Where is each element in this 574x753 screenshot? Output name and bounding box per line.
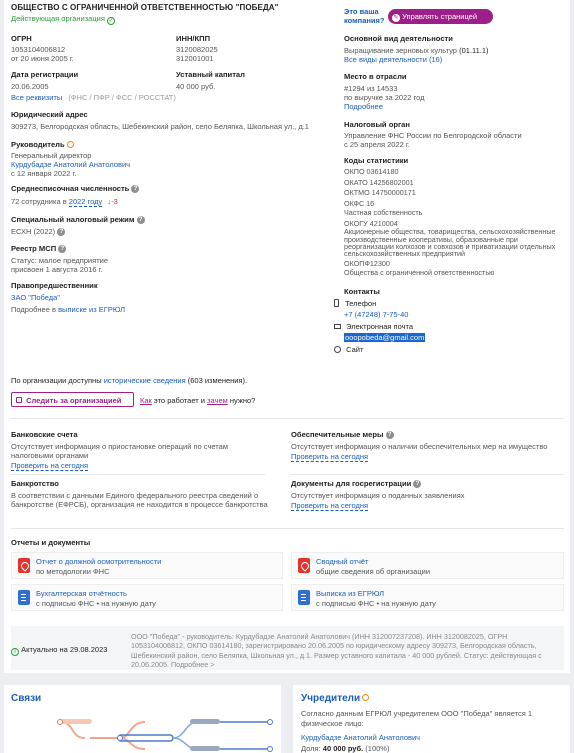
- staff-year-link[interactable]: 2022 году: [68, 197, 103, 206]
- report-sub: с подписью ФНС • на нужную дату: [36, 599, 156, 608]
- rank-note: по выручке за 2022 год: [344, 93, 425, 102]
- codes-label: Коды статистики: [344, 156, 409, 165]
- report-egrul[interactable]: [291, 584, 564, 611]
- predecessor-link[interactable]: ЗАО "Победа": [11, 293, 60, 302]
- tax-org-value: Управление ФНС России по Белгородской области: [344, 131, 522, 140]
- code-item: Общества с ограниченной ответственностью: [344, 267, 495, 277]
- all-activities-link[interactable]: Все виды деятельности (16): [344, 55, 443, 64]
- status-badge: Действующая организация ✓: [11, 14, 114, 24]
- follow-help: Как это работает и зачем нужно?: [140, 396, 256, 405]
- code-item: ОКОПФ12300: [344, 258, 390, 268]
- requisites-row: [11, 93, 176, 102]
- code-item: ОКТМО 14750000171: [344, 188, 416, 198]
- ogrn-date: от 20 июня 2005 г.: [11, 54, 74, 63]
- contacts-label: Контакты: [344, 287, 380, 296]
- head-label: Руководитель: [11, 140, 74, 149]
- reg-docs-title: Документы для госрегистрации ?: [291, 479, 421, 488]
- links-title: Связи: [11, 693, 42, 704]
- codes-list: [344, 168, 559, 277]
- follow-button[interactable]: Следить за организацией: [11, 392, 134, 407]
- report-title[interactable]: Сводный отчёт: [316, 557, 369, 566]
- footer-summary: ООО "Победа" - руководитель: Курдубадзе Анатолий Анатолович (ИНН 312007237208). ИНН 3120082025, ОГРН 1053104006812, ОКПО 03614180, зарегистрировано 20.06.2005 по юридическому адресу 309273, Белгородская область, Шебекинский район, село Беляпка, Школьная ул., д.1. Размер уставного капитала - 40 000 рублей. Статус: действующая с 20.06.2005. Подробнее >: [131, 632, 542, 669]
- rank-value: #1294 из 14533: [344, 84, 398, 93]
- email-row: Электронная почта: [334, 322, 413, 331]
- head-name-link[interactable]: Курдубадзе Анатолий Анатолович: [11, 160, 131, 169]
- links-graph: [30, 712, 275, 753]
- phone-row: Телефон: [334, 299, 376, 308]
- report-due-diligence[interactable]: [11, 552, 283, 579]
- staff-row: 72 сотрудника в 2022 году ↓-3: [11, 197, 118, 206]
- manage-page-button[interactable]: ✎ Управлять страницей: [388, 9, 493, 24]
- report-accounting[interactable]: [11, 584, 283, 611]
- msp-status: Статус: малое предприятие: [11, 256, 108, 265]
- document-icon: [298, 590, 310, 605]
- staff-label: Среднесписочная численность ?: [11, 184, 139, 193]
- report-sub: по методологии ФНС: [36, 567, 110, 576]
- report-sub: с подписью ФНС • на нужную дату: [316, 599, 436, 608]
- phone-icon: [334, 299, 339, 307]
- globe-icon: [334, 346, 341, 353]
- capital-value: 40 000 руб.: [176, 82, 216, 91]
- how-link[interactable]: Как: [140, 396, 152, 405]
- security-measures-title: Обеспечительные меры ?: [291, 430, 394, 439]
- report-summary[interactable]: [291, 552, 564, 579]
- phone-link[interactable]: +7 (47248) 7-75-40: [344, 310, 409, 319]
- activity-value: Выращивание зерновых культур (01.11.1): [344, 46, 489, 55]
- code-item: ОКОГУ 4210004: [344, 218, 398, 228]
- security-check-link[interactable]: Проверить на сегодня: [291, 452, 369, 461]
- head-position: Генеральный директор: [11, 151, 92, 160]
- bank-accounts-title: Банковские счета: [11, 430, 78, 439]
- pdf-icon: [18, 558, 30, 573]
- pdf-icon: [298, 558, 310, 573]
- lock-icon: [16, 397, 22, 403]
- help-icon[interactable]: ?: [58, 245, 66, 253]
- bank-accounts-text: Отсутствует информация о приостановке операций по счетам налоговыми органами: [11, 442, 228, 460]
- warning-icon: [362, 694, 369, 701]
- bankruptcy-title: Банкротство: [11, 479, 59, 488]
- actual-row: i Актуально на 29.08.2023: [11, 645, 107, 656]
- staff-delta: ↓-3: [107, 197, 118, 206]
- msp-label: Реестр МСП ?: [11, 244, 66, 253]
- head-since: с 12 января 2022 г.: [11, 169, 77, 178]
- rank-label: Место в отрасли: [344, 72, 407, 81]
- bankruptcy-text: В соответствии с данными Единого федерального реестра сведений о банкротстве (ЕФРСБ), организация не находится в процессе банкротства: [11, 491, 268, 509]
- help-icon[interactable]: ?: [413, 480, 421, 488]
- ogrn-label: ОГРН: [11, 34, 32, 43]
- report-title[interactable]: Выписка из ЕГРЮЛ: [316, 589, 385, 598]
- capital-label: Уставный капитал: [176, 70, 245, 79]
- reg-docs-text: Отсутствует информация о поданных заявлениях: [291, 491, 465, 500]
- help-icon[interactable]: ?: [131, 185, 139, 193]
- document-icon: [18, 590, 30, 605]
- check-icon: ✓: [108, 18, 114, 24]
- help-icon[interactable]: ?: [386, 431, 394, 439]
- all-requisites-link[interactable]: Все реквизиты: [11, 93, 63, 102]
- predecessor-more: Подробнее в выписке из ЕГРЮЛ: [11, 305, 125, 314]
- innkpp-label: ИНН/КПП: [176, 34, 211, 43]
- address-value: 309273, Белгородская область, Шебекинский район, село Беляпка, Школьная ул., д.1: [11, 122, 309, 131]
- owner-question-link[interactable]: Это ваша компания?: [344, 7, 385, 25]
- report-title[interactable]: Бухгалтерская отчётность: [36, 589, 127, 598]
- reg-date-value: 20.06.2005: [11, 82, 49, 91]
- code-item: ОКАТО 14256802001: [344, 177, 414, 187]
- code-item: ОКФС 16: [344, 199, 375, 209]
- code-item: ОКПО 03614180: [344, 167, 399, 176]
- divider: [11, 528, 564, 529]
- founders-text: Согласно данным ЕГРЮЛ учредителем ООО "Победа" является 1 физическое лицо:: [301, 709, 533, 728]
- egrul-link[interactable]: выписке из ЕГРЮЛ: [58, 305, 125, 314]
- requisites-note: (ФНС / ПФР / ФСС / РОССТАТ): [68, 93, 176, 102]
- company-name: ОБЩЕСТВО С ОГРАНИЧЕННОЙ ОТВЕТСТВЕННОСТЬЮ "ПОБЕДА": [11, 3, 279, 12]
- email-link[interactable]: ooopobeda@gmail.com: [345, 333, 425, 342]
- warning-icon: [67, 141, 74, 148]
- mail-icon: [334, 324, 341, 329]
- report-sub: общие сведения об организации: [316, 567, 431, 576]
- tax-regime-value: ЕСХН (2022) ?: [11, 227, 65, 236]
- rank-more-link[interactable]: Подробнее: [344, 102, 383, 111]
- reg-date-label: Дата регистрации: [11, 70, 79, 79]
- reg-docs-check-link[interactable]: Проверить на сегодня: [291, 501, 369, 510]
- inn-value: 3120082025: [176, 45, 218, 54]
- divider: [11, 474, 265, 475]
- kpp-value: 312001001: [176, 54, 214, 63]
- tax-org-date: с 25 апреля 2022 г.: [344, 140, 410, 149]
- history-link[interactable]: исторические сведения: [103, 376, 186, 385]
- bank-check-link[interactable]: Проверить на сегодня: [11, 461, 89, 470]
- founders-title-row: Учредители: [301, 693, 369, 704]
- security-measures-text: Отсутствует информация о наличии обеспечительных мер на имущество: [291, 442, 548, 451]
- help-icon[interactable]: ?: [57, 228, 65, 236]
- tax-regime-label: Специальный налоговый режим ?: [11, 215, 145, 224]
- divider: [291, 474, 564, 475]
- predecessor-label: Правопредшественник: [11, 281, 98, 290]
- divider: [11, 418, 564, 419]
- history-row: По организации доступны исторические сведения (603 изменения).: [11, 376, 248, 385]
- address-label: Юридический адрес: [11, 110, 88, 119]
- founder-name-link[interactable]: Курдубадзе Анатолий Анатолович: [301, 733, 421, 742]
- tax-org-label: Налоговый орган: [344, 120, 410, 129]
- msp-date: присвоен 1 августа 2016 г.: [11, 265, 103, 274]
- activity-label: Основной вид деятельности: [344, 34, 453, 43]
- code-item: Акционерные общества, товарищества, сельскохозяйственные производственные кооперативы, образованные при реорганизации колхозов и совхозов и приватизации отдельных сельскохозяйственных предприятий: [344, 227, 556, 259]
- help-icon[interactable]: ?: [137, 216, 145, 224]
- reports-title: Отчеты и документы: [11, 538, 91, 547]
- code-item: Частная собственность: [344, 207, 423, 217]
- why-link[interactable]: зачем: [207, 396, 228, 405]
- footer-more-link[interactable]: Подробнее >: [170, 659, 215, 669]
- site-row: Сайт: [334, 345, 363, 354]
- report-title[interactable]: Отчет о должной осмотрительности: [36, 557, 162, 566]
- info-icon: i: [11, 648, 19, 656]
- founder-share: Доля: 40 000 руб. (100%): [301, 744, 390, 753]
- gear-icon: ✎: [393, 15, 399, 21]
- ogrn-value: 1053104006812: [11, 45, 66, 54]
